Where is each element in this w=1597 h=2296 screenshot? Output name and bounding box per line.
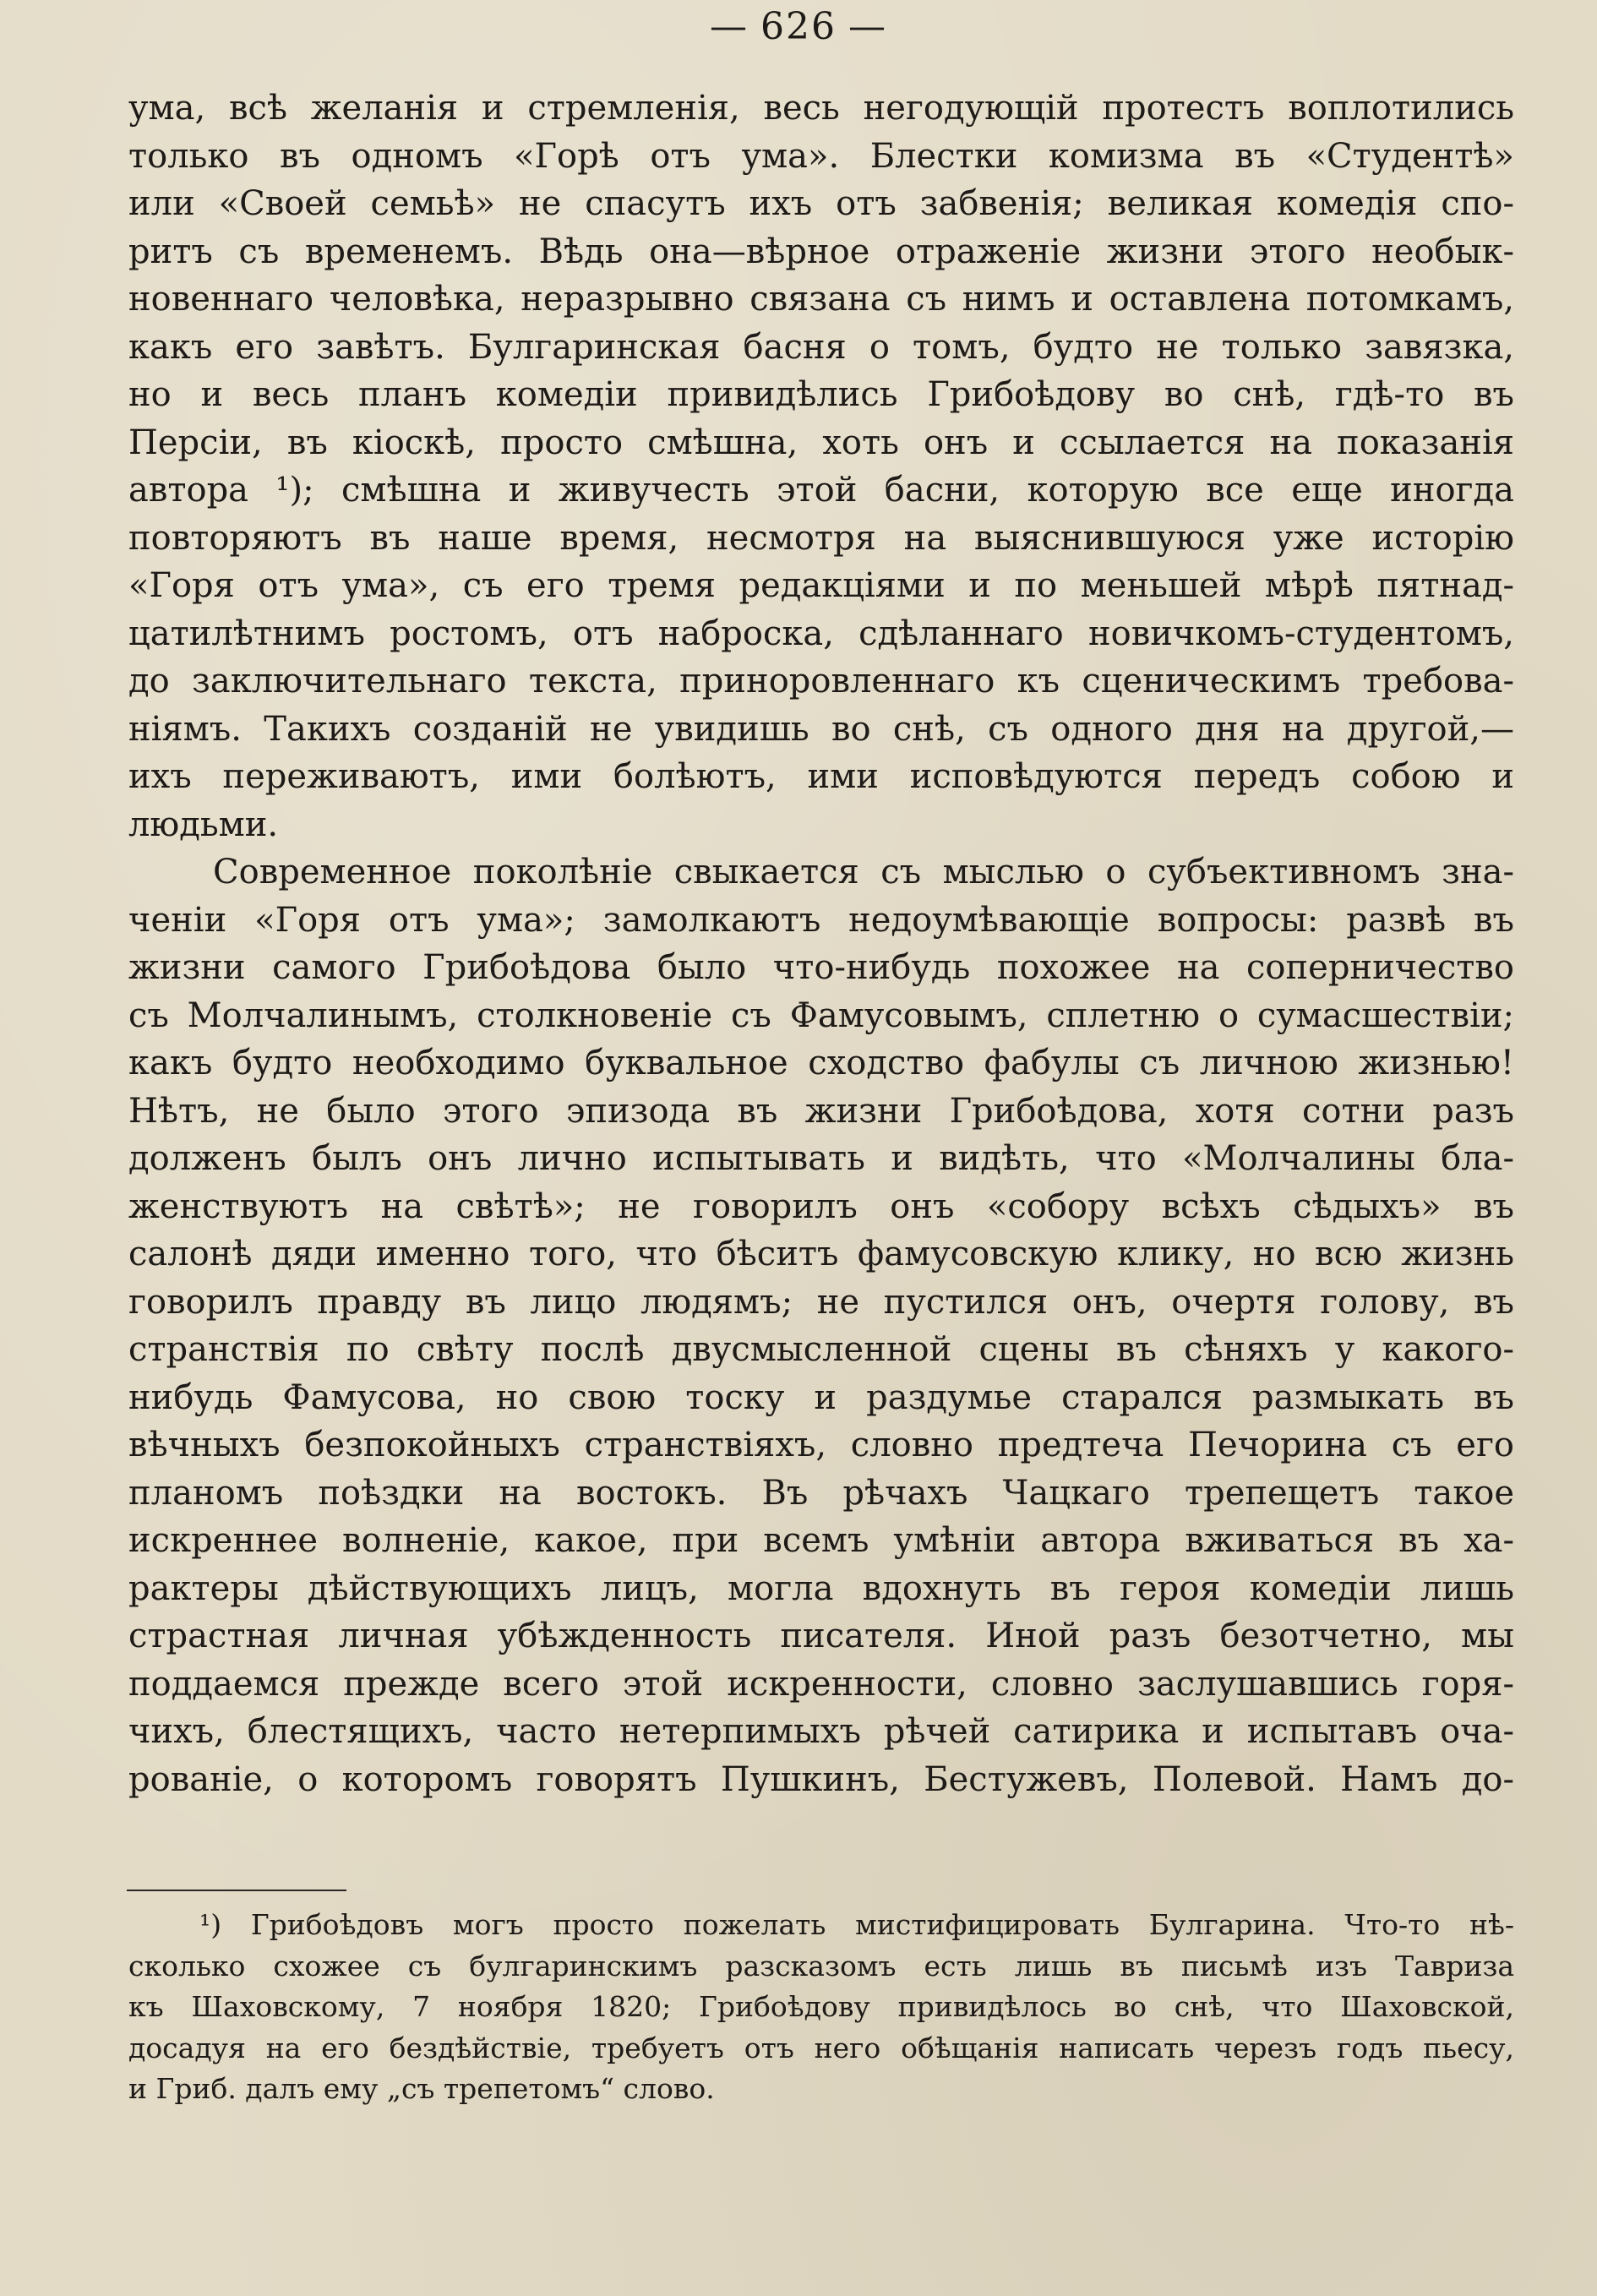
text-line: какъ будто необходимо буквальное сходство фабулы съ личною жизнью!	[128, 1044, 1514, 1083]
page-number-dash-right: —	[848, 5, 887, 48]
text-line: нибудь Фамусова, но свою тоску и раздумье старался размыкать въ	[128, 1377, 1514, 1417]
text-line: Персіи, въ кіоскѣ, просто смѣшна, хоть онъ и ссылается на показанія	[128, 423, 1514, 462]
text-line: жизни самого Грибоѣдова было что-нибудь похожее на соперничество	[128, 948, 1514, 987]
text-line: только въ одномъ «Горѣ отъ ума». Блестки комизма въ «Студентѣ»	[128, 136, 1514, 176]
text-line: салонѣ дяди именно того, что бѣситъ фамусовскую клику, но всю жизнь	[128, 1235, 1514, 1273]
text-line: ихъ переживаютъ, ими болѣютъ, ими исповѣдуются передъ собою и	[128, 757, 1514, 796]
page-header	[0, 5, 1597, 49]
footnote-line: сколько схожее съ булгаринскимъ разсказомъ есть лишь въ письмѣ изъ Тавриза	[128, 1949, 1514, 1982]
text-line: вѣчныхъ безпокойныхъ странствіяхъ, словно предтеча Печорина съ его	[128, 1426, 1514, 1464]
text-line: автора ¹); смѣшна и живучесть этой басни, которую все еще иногда	[128, 471, 1514, 510]
text-line: чихъ, блестящихъ, часто нетерпимыхъ рѣчей сатирика и испытавъ оча-	[128, 1712, 1514, 1751]
text-line: людьми.	[128, 804, 279, 844]
text-line: искреннее волненіе, какое, при всемъ умѣніи автора вживаться въ ха-	[128, 1521, 1514, 1560]
paragraph-start-line: Современное поколѣніе свыкается съ мыслью о субъективномъ зна-	[213, 853, 1514, 892]
footnote	[128, 1905, 1514, 2110]
text-line: странствія по свѣту послѣ двусмысленной сцены въ сѣняхъ у какого-	[128, 1330, 1514, 1369]
text-line: рованіе, о которомъ говорятъ Пушкинъ, Бестужевъ, Полевой. Намъ до-	[128, 1759, 1514, 1799]
text-line: какъ его завѣтъ. Булгаринская басня о томъ, будто не только завязка,	[128, 327, 1514, 367]
footnote-line: и Гриб. далъ ему „съ трепетомъ“ слово.	[128, 2072, 715, 2105]
text-line: ритъ съ временемъ. Вѣдь она—вѣрное отраженіе жизни этого необык-	[128, 232, 1514, 271]
text-line: ума, всѣ желанія и стремленія, весь негодующій протестъ воплотились	[128, 89, 1514, 128]
text-line: поддаемся прежде всего этой искренности, словно заслушавшись горя-	[128, 1664, 1514, 1704]
text-line: новеннаго человѣка, неразрывно связана съ нимъ и оставлена потомкамъ,	[128, 280, 1514, 319]
footnote-line: досадуя на его бездѣйствіе, требуетъ отъ него обѣщанія написать черезъ годъ пьесу,	[128, 2031, 1514, 2064]
text-line: съ Молчалинымъ, столкновеніе съ Фамусовымъ, сплетню о сумасшествіи;	[128, 995, 1514, 1035]
text-line: говорилъ правду въ лицо людямъ; не пустился онъ, очертя голову, въ	[128, 1282, 1514, 1322]
text-line: до заключительнаго текста, приноровленнаго къ сценическимъ требова-	[128, 662, 1514, 701]
text-line: «Горя отъ ума», съ его тремя редакціями и по меньшей мѣрѣ пятнад-	[128, 566, 1514, 605]
text-line: Нѣтъ, не было этого эпизода въ жизни Грибоѣдова, хотя сотни разъ	[128, 1091, 1514, 1131]
text-line: повторяютъ въ наше время, несмотря на выяснившуюся уже исторію	[128, 518, 1514, 558]
page-number: 626	[760, 5, 837, 48]
text-line: планомъ поѣздки на востокъ. Въ рѣчахъ Чацкаго трепещетъ такое	[128, 1473, 1514, 1513]
page-number-dash-left: —	[710, 5, 749, 48]
text-line: ніямъ. Такихъ созданій не увидишь во снѣ, съ одного дня на другой,—	[128, 709, 1514, 749]
footnote-line: ¹) Грибоѣдовъ могъ просто пожелать мистифицировать Булгарина. Что-то нѣ-	[199, 1908, 1514, 1941]
text-line: женствуютъ на свѣтѣ»; не говорилъ онъ «собору всѣхъ сѣдыхъ» въ	[128, 1186, 1514, 1226]
text-line: но и весь планъ комедіи привидѣлись Грибоѣдову во снѣ, гдѣ-то въ	[128, 375, 1514, 414]
footnote-divider	[127, 1890, 346, 1891]
text-line: рактеры дѣйствующихъ лицъ, могла вдохнуть въ героя комедіи лишь	[128, 1568, 1514, 1608]
main-text	[128, 85, 1514, 1803]
footnote-line: къ Шаховскому, 7 ноября 1820; Грибоѣдову привидѣлось во снѣ, что Шаховской,	[128, 1990, 1514, 2023]
text-line: ченіи «Горя отъ ума»; замолкаютъ недоумѣвающіе вопросы: развѣ въ	[128, 900, 1514, 940]
text-line: долженъ былъ онъ лично испытывать и видѣть, что «Молчалины бла-	[128, 1139, 1514, 1178]
text-line: страстная личная убѣжденность писателя. Иной разъ безотчетно, мы	[128, 1617, 1514, 1655]
text-line: или «Своей семьѣ» не спасутъ ихъ отъ забвенія; великая комедія спо-	[128, 184, 1514, 223]
text-line: цатилѣтнимъ ростомъ, отъ наброска, сдѣланнаго новичкомъ-студентомъ,	[128, 614, 1514, 653]
